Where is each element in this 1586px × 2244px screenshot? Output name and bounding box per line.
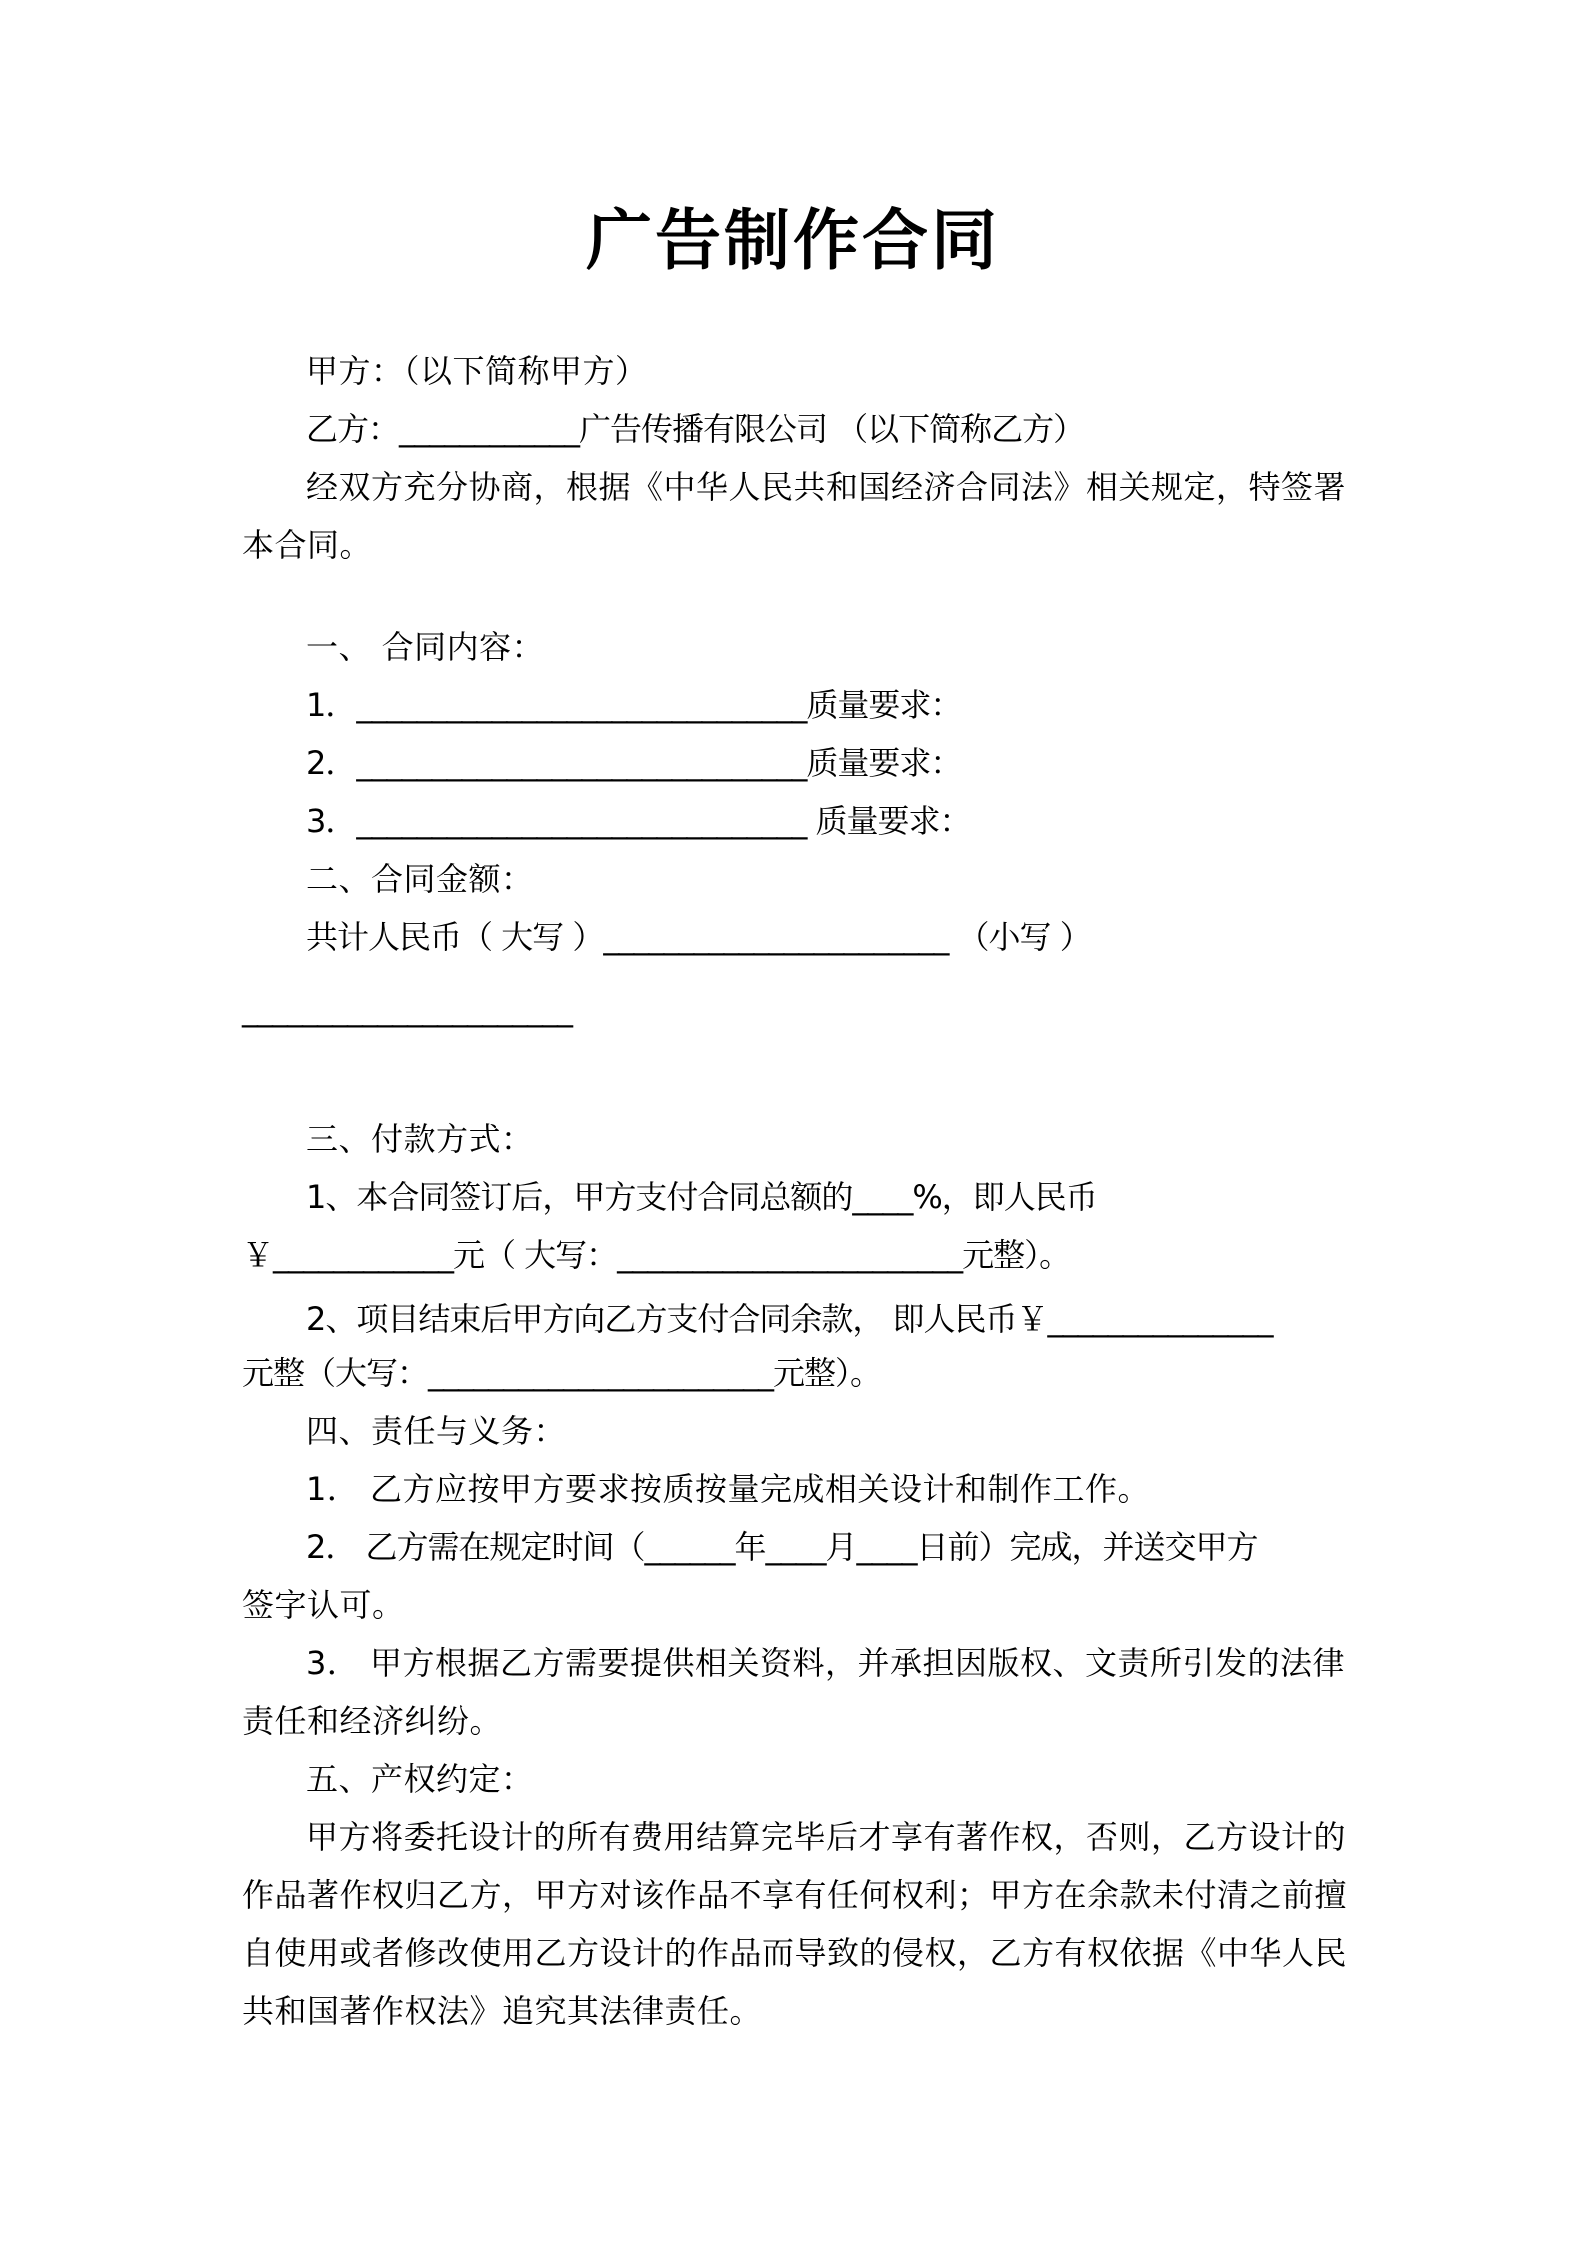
- duty-item-2-line-2: 签字认可。: [242, 1586, 405, 1624]
- payment-2-line-1: 2、项目结束后甲方向乙方支付合同余款， 即人民币￥_______________: [306, 1300, 1273, 1338]
- ip-line-4: 共和国著作权法》追究其法律责任。: [242, 1992, 763, 2030]
- amount-line-1: 共计人民币（ 大写 ）_______________________ （小写 ）: [306, 918, 1091, 956]
- contents-item-1: 1．______________________________质量要求：: [306, 686, 962, 724]
- duty-item-1: 1． 乙方应按甲方要求按质按量完成相关设计和制作工作。: [306, 1470, 1151, 1508]
- party-a-line: 甲方：（以下简称甲方）: [306, 352, 648, 390]
- payment-1-line-2: ￥____________元（ 大写：_______________________元整）。: [242, 1236, 1071, 1274]
- ip-line-1: 甲方将委托设计的所有费用结算完毕后才享有著作权，否则，乙方设计的: [306, 1818, 1347, 1856]
- page-title: 广告制作合同: [586, 202, 1000, 279]
- ip-line-2: 作品著作权归乙方，甲方对该作品不享有任何权利；甲方在余款未付清之前擅: [242, 1876, 1348, 1914]
- section-heading-payment: 三、付款方式：: [306, 1120, 534, 1158]
- amount-line-2: ______________________: [242, 990, 572, 1028]
- intro-line-1: 经双方充分协商，根据《中华人民共和国经济合同法》相关规定，特签署: [306, 468, 1347, 506]
- contents-item-2: 2．______________________________质量要求：: [306, 744, 962, 782]
- payment-1-line-1: 1、本合同签订后，甲方支付合同总额的____%，即人民币: [306, 1178, 1097, 1216]
- duty-item-2-line-1: 2． 乙方需在规定时间（______年____月____日前）完成，并送交甲方: [306, 1528, 1258, 1566]
- section-heading-duties: 四、责任与义务：: [306, 1412, 567, 1450]
- section-heading-contents: 一、 合同内容：: [306, 628, 545, 666]
- payment-2-line-2: 元整（大写：_______________________元整）。: [242, 1354, 882, 1392]
- contents-item-3: 3．______________________________ 质量要求：: [306, 802, 971, 840]
- duty-item-3-line-1: 3． 甲方根据乙方需要提供相关资料，并承担因版权、文责所引发的法律: [306, 1644, 1346, 1682]
- section-heading-ip: 五、产权约定：: [306, 1760, 534, 1798]
- duty-item-3-line-2: 责任和经济纠纷。: [242, 1702, 503, 1740]
- party-b-line: 乙方：____________广告传播有限公司 （以下简称乙方）: [306, 410, 1085, 448]
- section-heading-amount: 二、合同金额：: [306, 860, 534, 898]
- intro-line-2: 本合同。: [242, 526, 373, 564]
- ip-line-3: 自使用或者修改使用乙方设计的作品而导致的侵权，乙方有权依据《中华人民: [242, 1934, 1348, 1972]
